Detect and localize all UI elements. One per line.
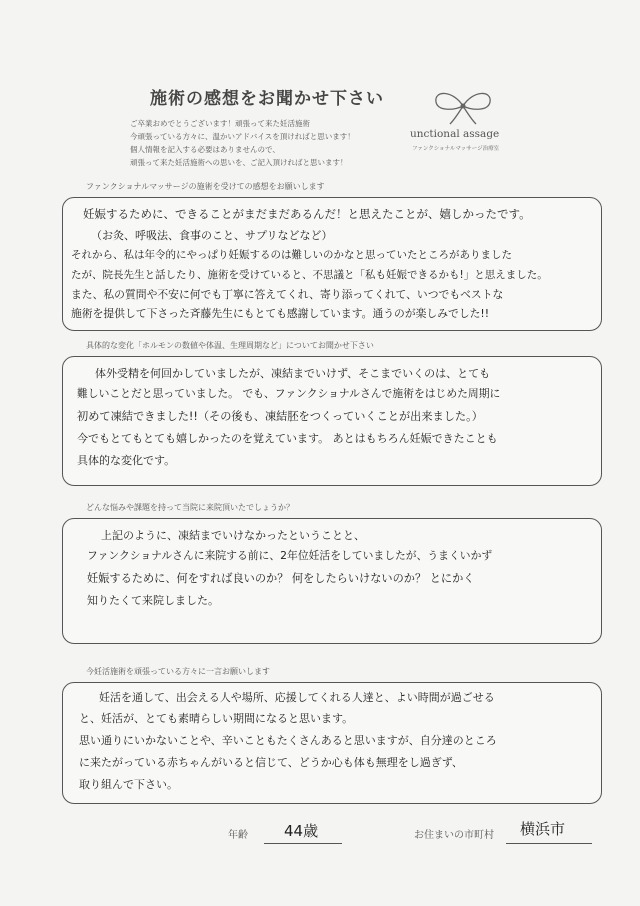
page-title: 施術の感想をお聞かせ下さい	[150, 89, 384, 109]
answer-line: 思い通りにいかないことや、辛いこともたくさんあると思いますが、自分達のところ	[79, 734, 497, 747]
clinic-logo	[410, 86, 520, 166]
age-label: 年齢	[228, 830, 248, 841]
intro-line: 個人情報を記入する必要はありませんので、	[130, 145, 280, 154]
answer-line: 施術を提供して下さった斉藤先生にもとても感謝しています。通うのが楽しみでした!!	[71, 307, 490, 320]
answer-line: （お灸、呼吸法、食事のこと、サプリなどなど）	[91, 229, 333, 242]
age-underline	[264, 843, 342, 844]
city-value: 横浜市	[520, 820, 566, 838]
answer-line: 上記のように、凍結までいけなかったということと、	[101, 529, 365, 542]
answer-box-concerns	[62, 518, 602, 644]
answer-line: 今でもとてもとても嬉しかったのを覚えています。 あとはもちろん妊娠できたことも	[77, 432, 498, 445]
city-label: お住まいの市町村	[414, 830, 494, 841]
intro-line: 頑張って来た妊活施術への思いを、ご記入頂ければと思います！	[130, 158, 348, 167]
question-label-message: 今妊活施術を頑張っている方々に一言お願いします	[86, 667, 270, 676]
answer-line: 取り組んで下さい。	[79, 778, 178, 791]
answer-line: たが、院長先生と話したり、施術を受けていると、不思議と「私も妊娠できるかも!」と思えました。	[71, 269, 548, 281]
answer-line: 初めて凍結できました!!（その後も、凍結胚をつくっていくことが出来ました。）	[77, 410, 483, 423]
answer-line: に来たがっている赤ちゃんがいると信じて、どうか心も体も無理をし過ぎず、	[79, 756, 463, 769]
question-label-changes: 具体的な変化「ホルモンの数値や体温、生理周期など」についてお聞かせ下さい	[86, 341, 374, 350]
answer-line: 妊活を通して、出会える人や場所、応援してくれる人達と、よい時間が過ごせる	[99, 691, 495, 704]
intro-line: 今頑張っている方々に、温かいアドバイスを頂ければと思います！	[130, 132, 355, 141]
answer-line: 知りたくて来院しました。	[87, 594, 219, 607]
age-value: 44歳	[284, 822, 319, 840]
question-label-impressions: ファンクショナルマッサージの施術を受けての感想をお願いします	[86, 182, 325, 191]
answer-line: 妊娠するために、できることがまだまだあるんだ！と思えたことが、嬉しかったです。	[83, 207, 531, 221]
question-label-concerns: どんな悩みや課題を持って当院に来院頂いたでしょうか？	[86, 503, 294, 512]
answer-line: 体外受精を何回かしていましたが、凍結までいけず、そこまでいくのは、とても	[95, 367, 491, 380]
answer-line: それから、私は年令的にやっぱり妊娠するのは難しいのかなと思っていたところがありました	[71, 249, 512, 261]
answer-line: ファンクショナルさんに来院する前に、2年位妊活をしていましたが、うまくいかず	[87, 549, 493, 562]
ribbon-icon	[428, 86, 498, 126]
intro-text	[130, 117, 430, 169]
answer-line: と、妊活が、とても素晴らしい期間になると思います。	[79, 712, 354, 725]
logo-brand-text: unctional assage	[410, 128, 500, 140]
answer-box-message	[62, 682, 602, 804]
answer-box-changes	[62, 356, 602, 486]
answer-box-impressions	[62, 197, 602, 331]
answer-line: また、私の質問や不安に何でも丁寧に答えてくれ、寄り添ってくれて、いつでもベストな	[71, 288, 504, 301]
logo-sub-text: ファンクショナルマッサージ治療室	[412, 146, 500, 152]
answer-line: 妊娠するために、何をすれば良いのか？ 何をしたらいけないのか？ とにかく	[87, 572, 475, 585]
answer-line: 具体的な変化です。	[77, 454, 176, 467]
answer-line: 難しいことだと思っていました。 でも、ファンクショナルさんで施術をはじめた周期に	[77, 387, 501, 400]
city-underline	[506, 843, 592, 844]
intro-line: ご卒業おめでとうございます！頑張って来た妊活施術	[130, 119, 310, 128]
